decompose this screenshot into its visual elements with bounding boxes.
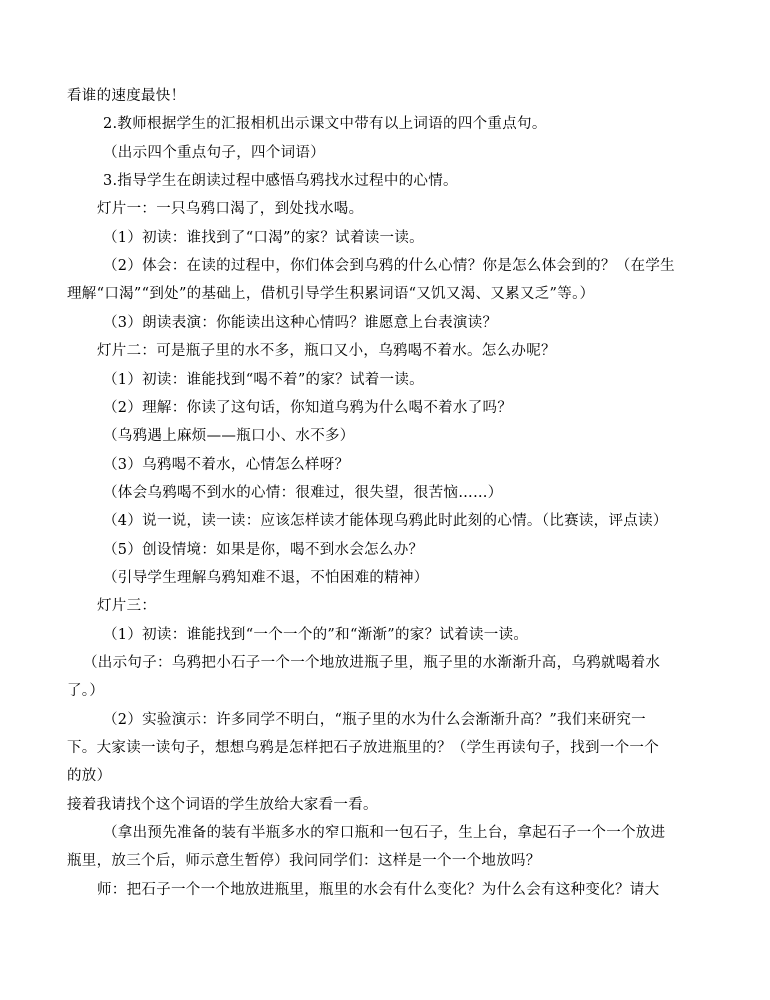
- text-line-20: （1）初读：谁能找到“一个一个的”和“渐渐”的家？试着读一读。: [103, 627, 529, 643]
- text-line-13: （乌鸦遇上麻烦——瓶口小、水不多）: [103, 428, 355, 444]
- text-line-9: （3）朗读表演：你能读出这种心情吗？谁愿意上台表演读？: [103, 315, 498, 331]
- text-line-3: （出示四个重点句子，四个词语）: [103, 145, 325, 161]
- text-line-14: （3）乌鸦喝不着水，心情怎么样呀？: [103, 457, 350, 473]
- text-line-11: （1）初读：谁能找到“喝不着”的家？试着一读。: [103, 372, 424, 388]
- text-line-8: 理解“口渴”“到处”的基础上，借机引导学生积累词语“又饥又渴、又累又乏”等。）: [67, 286, 595, 302]
- text-line-25: 的放）: [67, 768, 112, 784]
- text-line-12: （2）理解：你读了这句话，你知道乌鸦为什么喝不着水了吗？: [103, 400, 513, 416]
- text-line-18: （引导学生理解乌鸦知难不退，不怕困难的精神）: [103, 570, 429, 586]
- text-line-24: 下。大家读一读句子，想想乌鸦是怎样把石子放进瓶里的？（学生再读句子，找到一个一个: [67, 740, 659, 756]
- text-line-23: （2）实验演示：许多同学不明白，“瓶子里的水为什么会渐渐升高？”我们来研究一: [103, 712, 646, 728]
- text-line-10: 灯片二：可是瓶子里的水不多，瓶口又小，乌鸦喝不着水。怎么办呢？: [97, 343, 556, 359]
- text-line-16: （4）说一说，读一读：应该怎样读才能体现乌鸦此时此刻的心情。（比赛读，评点读）: [103, 513, 668, 529]
- text-line-15: （体会乌鸦喝不到水的心情：很难过，很失望，很苦恼……）: [103, 485, 503, 501]
- text-line-2: 2.教师根据学生的汇报相机出示课文中带有以上词语的四个重点句。: [103, 116, 547, 132]
- text-line-26: 接着我请找个这个词语的学生放给大家看一看。: [67, 797, 378, 813]
- text-line-5: 灯片一：一只乌鸦口渴了，到处找水喝。: [97, 201, 364, 217]
- text-line-19: 灯片三：: [97, 598, 157, 614]
- text-line-21: （出示句子：乌鸦把小石子一个一个地放进瓶子里，瓶子里的水渐渐升高，乌鸦就喝着水: [83, 655, 661, 671]
- text-line-27: （拿出预先准备的装有半瓶多水的窄口瓶和一包石子，生上台，拿起石子一个一个放进: [103, 825, 666, 841]
- text-line-28: 瓶里，放三个后，师示意生暂停）我问同学们：这样是一个一个地放吗？: [67, 853, 541, 869]
- text-line-22: 了。）: [67, 683, 105, 699]
- text-line-6: （1）初读：谁找到了“口渴”的家？试着读一读。: [103, 230, 424, 246]
- text-line-17: （5）创设情境：如果是你，喝不到水会怎么办？: [103, 542, 424, 558]
- text-line-7: （2）体会：在读的过程中，你们体会到乌鸦的什么心情？你是怎么体会到的？（在学生: [103, 258, 675, 274]
- text-line-1: 看谁的速度最快！: [67, 88, 186, 104]
- text-line-29: 师：把石子一个一个地放进瓶里，瓶里的水会有什么变化？为什么会有这种变化？请大: [97, 882, 660, 898]
- text-line-4: 3.指导学生在朗读过程中感悟乌鸦找水过程中的心情。: [103, 173, 458, 189]
